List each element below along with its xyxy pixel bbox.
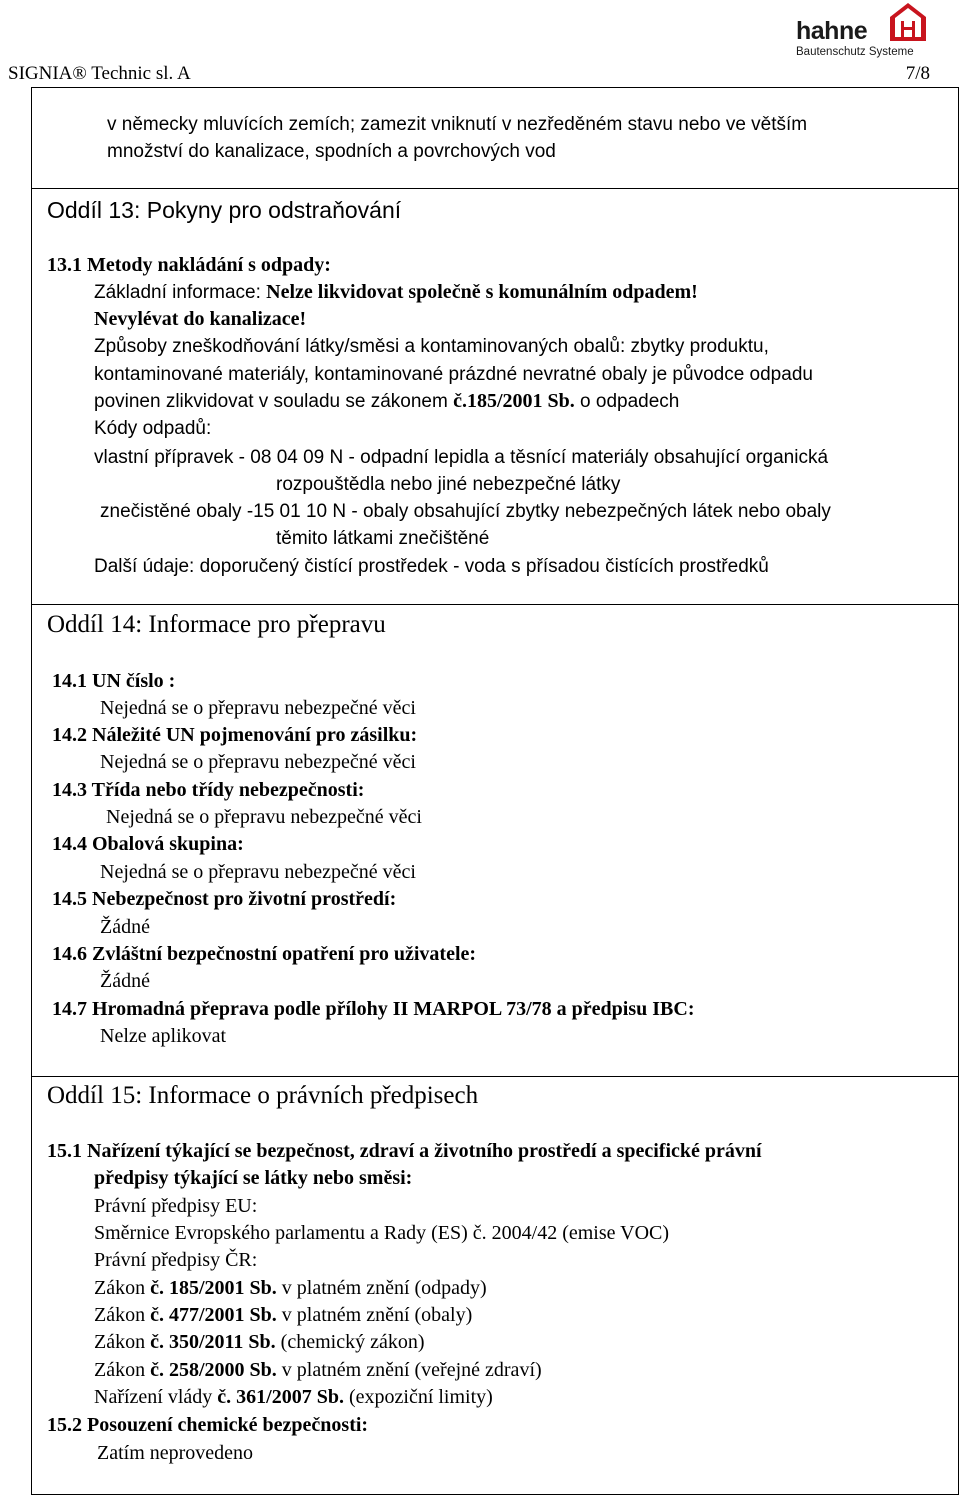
transport-item-label: 14.2 Náležité UN pojmenování pro zásilku:	[52, 724, 418, 746]
subsection-heading: 13.1 Metody nakládání s odpady:	[47, 254, 331, 276]
law-number: č. 185/2001 Sb.	[150, 1277, 277, 1299]
law-number: č. 258/2000 Sb.	[150, 1359, 277, 1381]
law-suffix: v platném znění (obaly)	[276, 1304, 473, 1326]
transport-item-label: 14.4 Obalová skupina:	[52, 833, 244, 855]
subsection-heading: 15.1 Nařízení týkající se bezpečnost, zdraví a životního prostředí a specifické právní	[47, 1140, 762, 1162]
text-fragment: povinen zlikvidovat v souladu se zákonem	[94, 391, 454, 412]
page-number: 7/8	[905, 63, 930, 84]
no-drain-warning: Nevylévat do kanalizace!	[94, 308, 307, 330]
text-line: Způsoby zneškodňování látky/směsi a kontaminovaných obalů: zbytky produktu,	[94, 336, 769, 357]
house-icon	[889, 2, 927, 42]
transport-item-label: 14.3 Třída nebo třídy nebezpečnosti:	[52, 779, 365, 801]
text-line: v německy mluvících zemích; zamezit vniknutí v nezředěném stavu nebo ve větším	[107, 114, 808, 135]
assessment-status: Zatím neprovedeno	[97, 1442, 254, 1464]
waste-code-cont: těmito látkami znečištěné	[276, 528, 490, 549]
basic-info-label: Základní informace:	[94, 282, 267, 303]
logo-wordmark: hahne	[796, 17, 868, 45]
text-line: kontaminované materiály, kontaminované prázdné nevratné obaly je původce odpadu	[94, 364, 813, 385]
law-item	[94, 1357, 542, 1384]
transport-item-label: 14.1 UN číslo :	[52, 670, 176, 692]
section-heading-13: Oddíl 13: Pokyny pro odstraňování	[47, 197, 402, 223]
law-suffix: v platném znění (odpady)	[276, 1277, 487, 1299]
cz-regulations-label: Právní předpisy ČR:	[94, 1249, 258, 1271]
transport-item-value: Nejedná se o přepravu nebezpečné věci	[100, 861, 416, 883]
subsection-heading: 15.2 Posouzení chemické bezpečnosti:	[47, 1414, 369, 1436]
eu-regulations-label: Právní předpisy EU:	[94, 1195, 258, 1217]
law-prefix: Zákon	[94, 1304, 151, 1326]
basic-info-value: Nelze likvidovat společně s komunálním odpadem!	[266, 281, 698, 303]
law-suffix: (expoziční limity)	[343, 1386, 493, 1408]
waste-codes-label: Kódy odpadů:	[94, 418, 212, 439]
transport-item-value: Nejedná se o přepravu nebezpečné věci	[106, 806, 422, 828]
company-logo	[796, 0, 932, 62]
law-prefix: Zákon	[94, 1331, 151, 1353]
law-item	[94, 1384, 493, 1411]
transport-item-value: Žádné	[100, 916, 150, 938]
waste-code: znečistěné obaly -15 01 10 N - obaly obsahující zbytky nebezpečných látek nebo obaly	[100, 501, 831, 522]
transport-item-label: 14.6 Zvláštní bezpečnostní opatření pro uživatele:	[52, 943, 477, 965]
basic-info	[94, 279, 698, 306]
logo-subtitle: Bautenschutz Systeme	[796, 46, 914, 58]
text-line	[94, 388, 679, 415]
subsection-heading-cont: předpisy týkající se látky nebo směsi:	[94, 1167, 413, 1189]
transport-item-value: Nejedná se o přepravu nebezpečné věci	[100, 751, 416, 773]
law-number: č. 477/2001 Sb.	[150, 1304, 277, 1326]
transport-item-value: Nelze aplikovat	[100, 1025, 227, 1047]
section-heading-14: Oddíl 14: Informace pro přepravu	[47, 611, 386, 638]
transport-item-value: Žádné	[100, 970, 150, 992]
section-heading-15: Oddíl 15: Informace o právních předpisech	[47, 1082, 479, 1109]
text-fragment: o odpadech	[574, 391, 680, 412]
law-item	[94, 1275, 487, 1302]
text-line: množství do kanalizace, spodních a povrchových vod	[107, 141, 556, 162]
section-divider	[31, 188, 959, 189]
law-prefix: Nařízení vlády	[94, 1386, 218, 1408]
further-info: Další údaje: doporučený čistící prostředek - voda s přísadou čistících prostředků	[94, 556, 769, 577]
law-suffix: v platném znění (veřejné zdraví)	[276, 1359, 542, 1381]
law-number: č. 361/2007 Sb.	[217, 1386, 344, 1408]
law-item	[94, 1302, 472, 1329]
law-prefix: Zákon	[94, 1359, 151, 1381]
section-divider	[31, 1076, 959, 1077]
section-divider	[31, 604, 959, 605]
transport-item-value: Nejedná se o přepravu nebezpečné věci	[100, 697, 416, 719]
law-item	[94, 1329, 425, 1356]
eu-directive: Směrnice Evropského parlamentu a Rady (ES) č. 2004/42 (emise VOC)	[94, 1222, 670, 1244]
transport-item-label: 14.5 Nebezpečnost pro životní prostředí:	[52, 888, 397, 910]
law-number: č. 350/2011 Sb.	[150, 1331, 276, 1353]
waste-code-cont: rozpouštědla nebo jiné nebezpečné látky	[276, 474, 621, 495]
waste-code: vlastní přípravek - 08 04 09 N - odpadní lepidla a těsnící materiály obsahující organická	[94, 447, 829, 468]
law-prefix: Zákon	[94, 1277, 151, 1299]
transport-item-label: 14.7 Hromadná přeprava podle přílohy II MARPOL 73/78 a předpisu IBC:	[52, 998, 695, 1020]
law-reference: č.185/2001 Sb.	[453, 390, 575, 412]
law-suffix: (chemický zákon)	[275, 1331, 425, 1353]
document-title: SIGNIA® Technic sl. A	[8, 63, 191, 84]
